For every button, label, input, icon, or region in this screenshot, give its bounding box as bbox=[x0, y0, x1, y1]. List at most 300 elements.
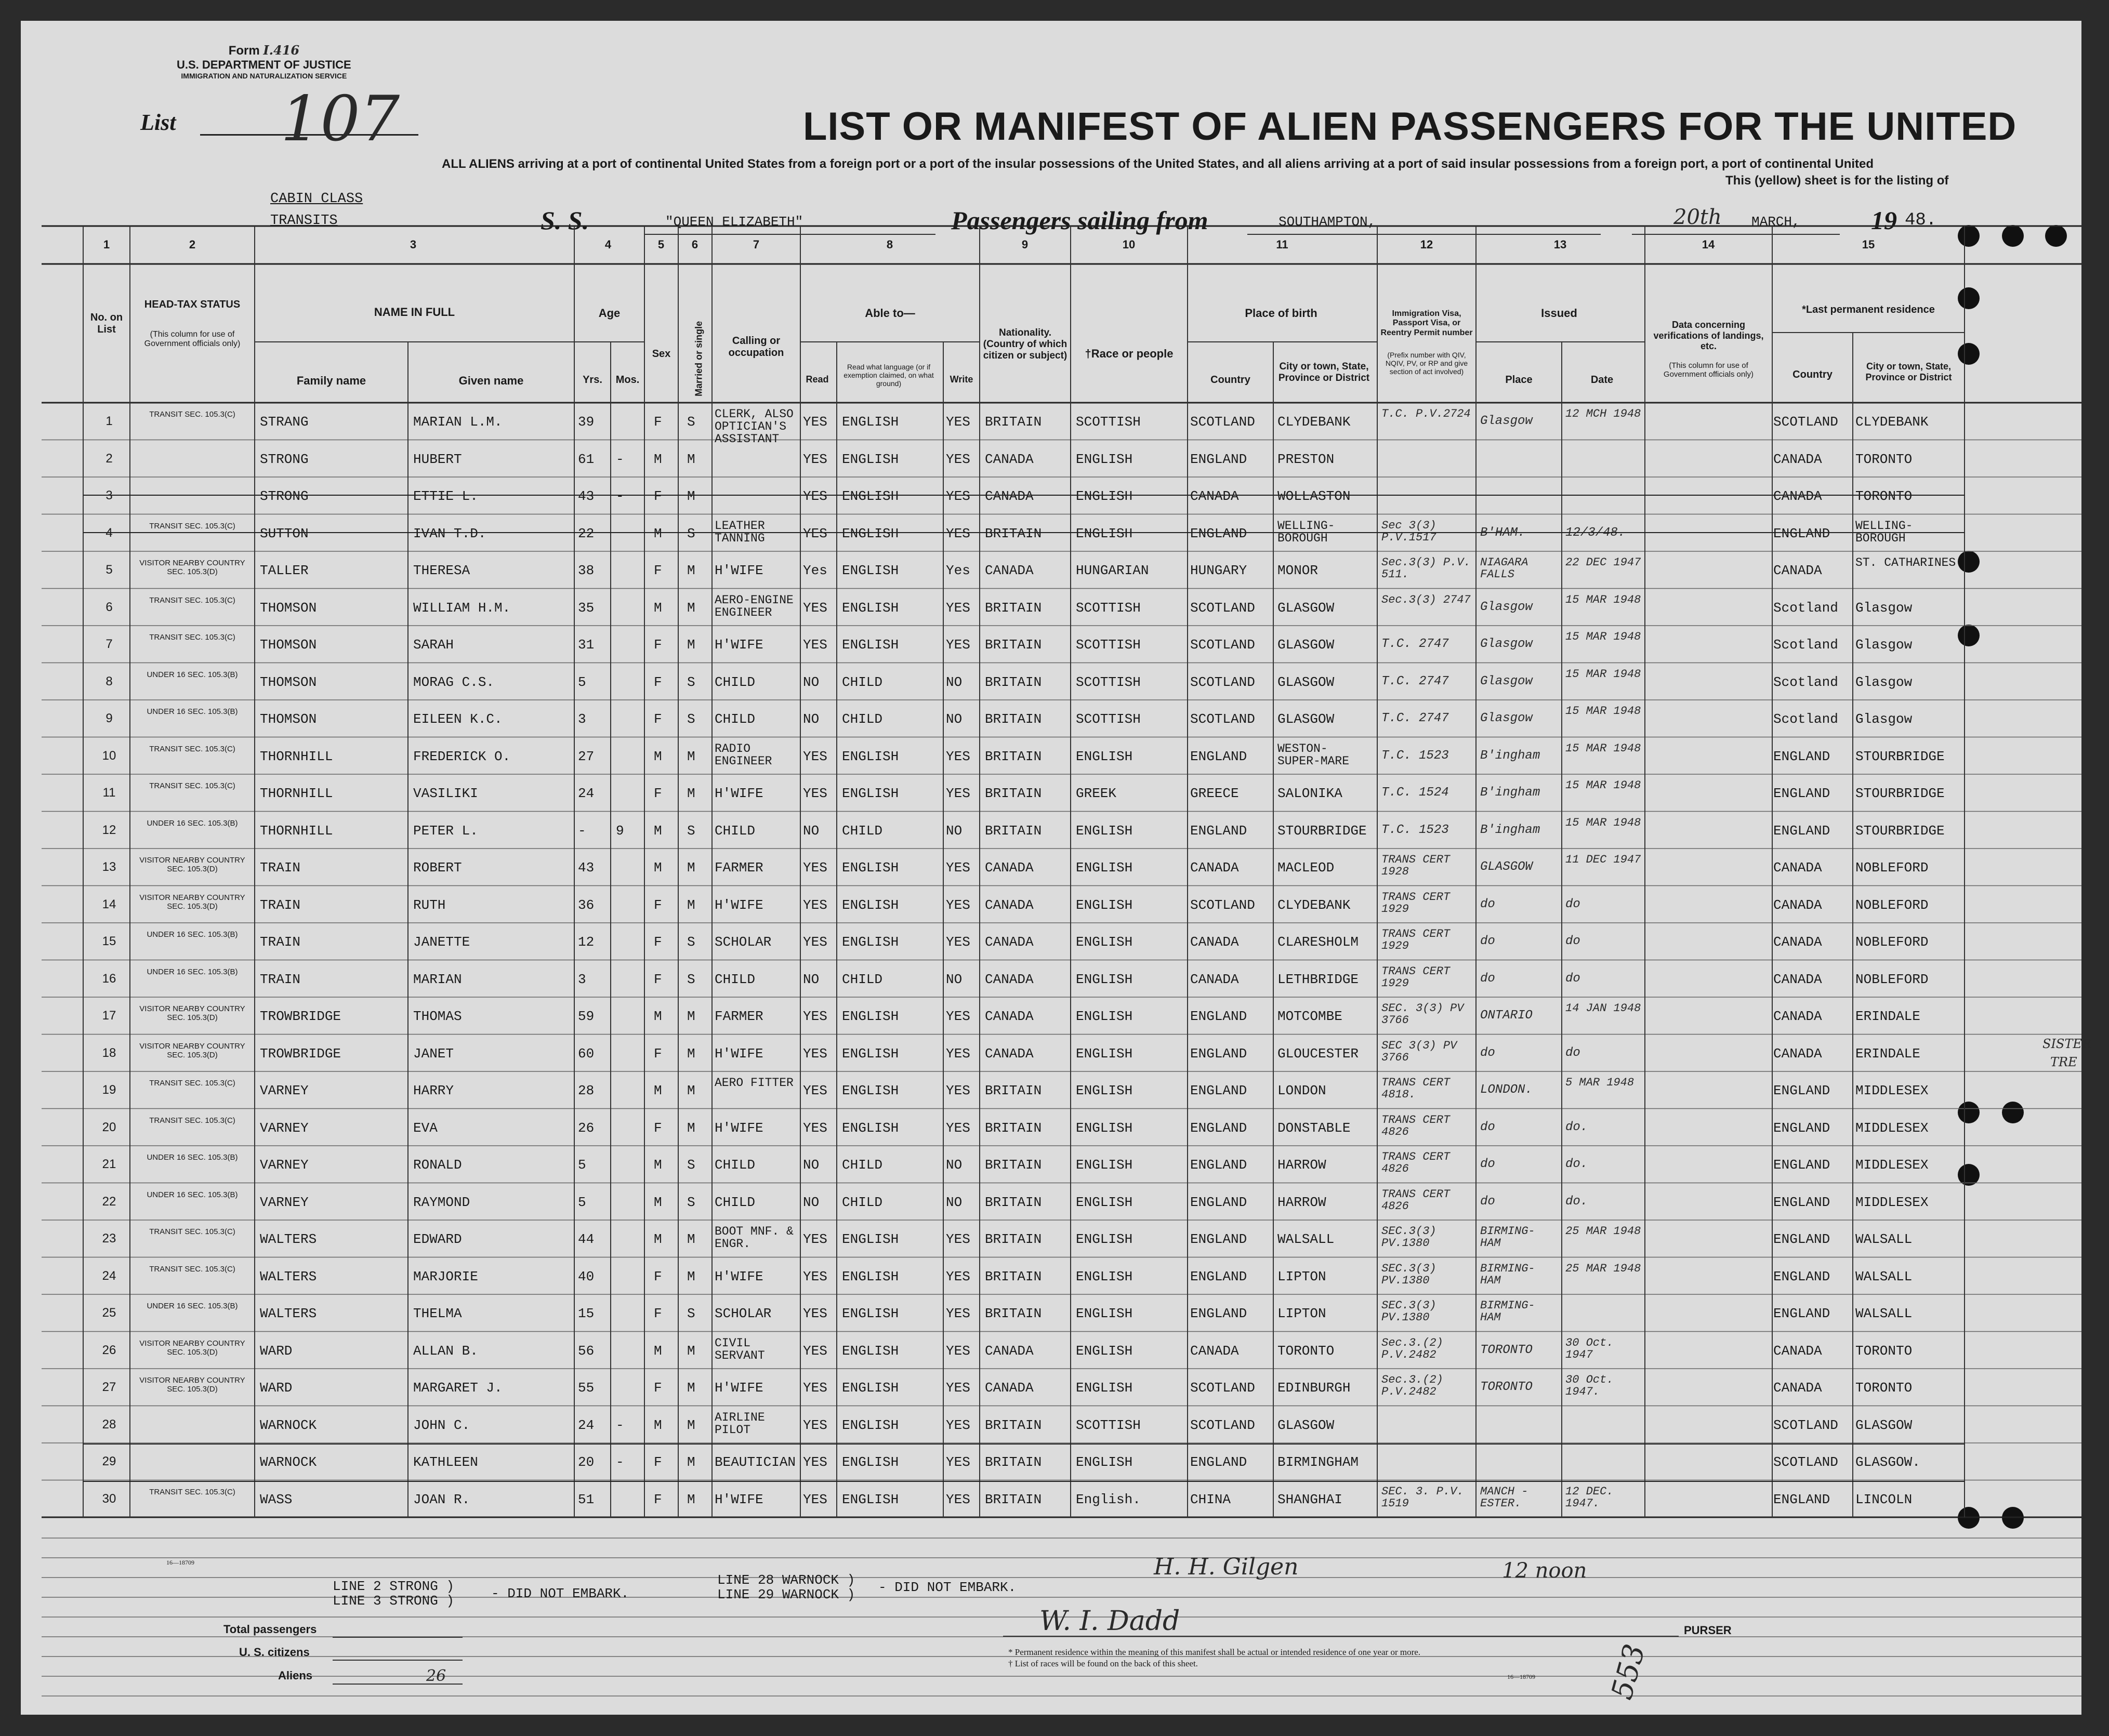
cell-no: 15 bbox=[102, 934, 116, 948]
cell-rcity: GLASGOW bbox=[1855, 1417, 1913, 1433]
cell-nat: CANADA bbox=[985, 1343, 1034, 1359]
cell-race: ENGLISH bbox=[1076, 1083, 1133, 1098]
ship-name: "QUEEN ELIZABETH" bbox=[665, 214, 803, 230]
cell-given: EILEEN K.C. bbox=[413, 711, 503, 727]
cell-given: JANET bbox=[413, 1045, 454, 1062]
cell-read: YES bbox=[803, 934, 827, 950]
cell-iplace: Glasgow bbox=[1480, 711, 1533, 725]
cell-iplace: Glasgow bbox=[1480, 674, 1533, 688]
sheet-note: This (yellow) sheet is for the listing of bbox=[1725, 174, 1949, 188]
cell-read: YES bbox=[803, 897, 827, 913]
cell-idate: do bbox=[1565, 971, 1580, 986]
cell-idate: do. bbox=[1565, 1120, 1588, 1134]
cell-ms: M bbox=[687, 860, 695, 876]
cell-calling: AERO FITTER bbox=[715, 1076, 794, 1090]
header-given-name: Given name bbox=[458, 374, 524, 387]
cell-family: THORNHILL bbox=[260, 786, 333, 801]
cell-tax: VISITOR NEARBY COUNTRY SEC. 105.3(D) bbox=[139, 1339, 245, 1357]
cell-nat: CANADA bbox=[985, 563, 1034, 578]
cell-rcountry: Scotland bbox=[1773, 674, 1838, 690]
cell-rcountry: CANADA bbox=[1773, 1009, 1822, 1024]
class-line-2: TRANSITS bbox=[270, 213, 338, 229]
cell-rcity: WALSALL bbox=[1855, 1231, 1913, 1247]
cell-bcountry: CANADA bbox=[1190, 934, 1239, 950]
cell-read: YES bbox=[803, 488, 827, 504]
cell-bcountry: CANADA bbox=[1190, 1343, 1239, 1359]
cell-family: WARD bbox=[260, 1380, 293, 1396]
cell-rcountry: CANADA bbox=[1773, 1380, 1822, 1396]
cell-given: IVAN T.D. bbox=[413, 525, 486, 541]
form-code: 16—18709 bbox=[1507, 1673, 1535, 1680]
cell-rcountry: CANADA bbox=[1773, 563, 1822, 578]
cell-given: MARIAN L.M. bbox=[413, 414, 503, 430]
header-sex: Sex bbox=[652, 348, 671, 360]
cell-yrs: 44 bbox=[578, 1231, 595, 1247]
cell-read: YES bbox=[803, 1380, 827, 1396]
column-number: 2 bbox=[189, 238, 196, 251]
cell-given: EDWARD bbox=[413, 1231, 462, 1247]
cell-visa: TRANS CERT 1929 bbox=[1381, 964, 1451, 990]
cell-rcountry: Scotland bbox=[1773, 711, 1838, 727]
cell-bcity: CLYDEBANK bbox=[1277, 897, 1351, 913]
cell-given: MARJORIE bbox=[413, 1268, 478, 1284]
cell-iplace: B'ingham bbox=[1480, 748, 1540, 763]
footer-note-2b: LINE 29 WARNOCK ) bbox=[717, 1587, 855, 1602]
cell-yrs: - bbox=[578, 823, 586, 839]
cell-calling: CHILD bbox=[715, 711, 756, 727]
cell-calling: H'WIFE bbox=[715, 897, 763, 913]
cell-bcity: LIPTON bbox=[1277, 1306, 1326, 1321]
cell-calling: CHILD bbox=[715, 823, 756, 839]
cell-calling: CHILD bbox=[715, 971, 756, 987]
cell-given: RUTH bbox=[413, 897, 446, 913]
cell-rcity: ST. CATHARINES bbox=[1855, 556, 1956, 569]
purser-label: PURSER bbox=[1684, 1624, 1732, 1637]
cell-family: THOMSON bbox=[260, 637, 317, 653]
header-last-residence: *Last permanent residence bbox=[1802, 304, 1935, 315]
cell-bcountry: HUNGARY bbox=[1190, 563, 1247, 578]
sailing-day: 20th bbox=[1673, 205, 1722, 229]
header-write: Write bbox=[950, 374, 973, 385]
cell-yrs: 12 bbox=[578, 934, 595, 950]
cell-iplace: B'HAM. bbox=[1480, 525, 1525, 540]
cell-lang: ENGLISH bbox=[842, 1009, 899, 1024]
cell-ms: S bbox=[687, 525, 695, 541]
column-number: 13 bbox=[1553, 238, 1567, 251]
cell-sex: F bbox=[654, 563, 662, 578]
cell-tax: TRANSIT SEC. 105.3(C) bbox=[149, 744, 235, 753]
cell-lang: ENGLISH bbox=[842, 414, 899, 430]
cell-no: 22 bbox=[102, 1194, 116, 1209]
footer-note-1a: LINE 2 STRONG ) bbox=[333, 1579, 455, 1594]
cell-ms: S bbox=[687, 1157, 695, 1173]
cell-idate: 25 MAR 1948 bbox=[1565, 1225, 1641, 1238]
cell-rcountry: CANADA bbox=[1773, 971, 1822, 987]
cell-tax: UNDER 16 SEC. 105.3(B) bbox=[147, 967, 238, 976]
column-number: 15 bbox=[1862, 238, 1875, 251]
cell-yrs: 43 bbox=[578, 488, 595, 504]
cell-given: MORAG C.S. bbox=[413, 674, 495, 690]
cell-bcountry: ENGLAND bbox=[1190, 1454, 1247, 1470]
cell-lang: ENGLISH bbox=[842, 934, 899, 950]
cell-visa: Sec.3.(2) P.V.2482 bbox=[1381, 1336, 1443, 1361]
cell-yrs: 3 bbox=[578, 971, 586, 987]
cell-given: VASILIKI bbox=[413, 786, 478, 801]
cell-write: YES bbox=[946, 637, 970, 653]
column-number: 6 bbox=[691, 238, 698, 251]
cell-given: JANETTE bbox=[413, 934, 470, 950]
cell-rcountry: SCOTLAND bbox=[1773, 1417, 1838, 1433]
column-number: 11 bbox=[1276, 238, 1288, 251]
cell-no: 5 bbox=[106, 563, 113, 577]
cell-iplace: Glasgow bbox=[1480, 637, 1533, 651]
cell-idate: 12 MCH 1948 bbox=[1565, 407, 1641, 420]
cell-no: 7 bbox=[106, 637, 113, 651]
cell-no: 3 bbox=[106, 488, 113, 502]
cell-read: NO bbox=[803, 971, 820, 987]
cell-rcity: Glasgow bbox=[1855, 600, 1913, 616]
cell-rcity: STOURBRIDGE bbox=[1855, 748, 1945, 764]
cell-sex: F bbox=[654, 934, 662, 950]
us-citizens-label: U. S. citizens bbox=[239, 1646, 310, 1659]
cell-bcountry: CANADA bbox=[1190, 488, 1239, 504]
cell-given: KATHLEEN bbox=[413, 1454, 478, 1470]
cell-iplace: BIRMING- HAM bbox=[1480, 1225, 1535, 1250]
cell-lang: ENGLISH bbox=[842, 600, 899, 616]
cell-sex: F bbox=[654, 674, 662, 690]
cell-nat: BRITAIN bbox=[985, 823, 1042, 839]
header-visa-note: (Prefix number with QIV, NQIV, PV, or RP and give section of act involved) bbox=[1385, 351, 1468, 376]
cell-calling: CLERK, ALSO OPTICIAN'S ASSISTANT bbox=[715, 407, 794, 446]
cell-iplace: TORONTO bbox=[1480, 1380, 1533, 1394]
cell-race: ENGLISH bbox=[1076, 488, 1133, 504]
cell-lang: ENGLISH bbox=[842, 1231, 899, 1247]
cell-write: YES bbox=[946, 1491, 970, 1507]
manifest-subtitle: ALL ALIENS arriving at a port of continental United States from a foreign port or a port of the insular possessions of the United States, and all aliens arriving at a port of said insular possessions from a foreign port, a port of continental United bbox=[442, 157, 1874, 171]
cell-yrs: 22 bbox=[578, 525, 595, 541]
column-number: 8 bbox=[886, 238, 893, 251]
cell-lang: CHILD bbox=[842, 823, 883, 839]
cell-read: YES bbox=[803, 1491, 827, 1507]
cell-bcity: WOLLASTON bbox=[1277, 488, 1351, 504]
cell-ms: M bbox=[687, 488, 695, 504]
cell-read: YES bbox=[803, 1454, 827, 1470]
cell-lang: ENGLISH bbox=[842, 1268, 899, 1284]
cell-visa: T.C. 1523 bbox=[1381, 748, 1449, 763]
cell-given: RONALD bbox=[413, 1157, 462, 1173]
cell-yrs: 51 bbox=[578, 1491, 595, 1507]
cell-ms: S bbox=[687, 971, 695, 987]
cell-yrs: 5 bbox=[578, 1194, 586, 1210]
cell-nat: BRITAIN bbox=[985, 1417, 1042, 1433]
cell-rcity: STOURBRIDGE bbox=[1855, 786, 1945, 801]
header-issued-place: Place bbox=[1505, 374, 1533, 386]
cell-read: YES bbox=[803, 860, 827, 876]
cell-visa: Sec 3(3) P.V.1517 bbox=[1381, 519, 1436, 544]
cell-visa: SEC.3(3) PV.1380 bbox=[1381, 1225, 1436, 1250]
cell-ms: M bbox=[687, 451, 695, 467]
column-number: 7 bbox=[753, 238, 760, 251]
header-family-name: Family name bbox=[296, 374, 366, 387]
cell-iplace: BIRMING- HAM bbox=[1480, 1262, 1535, 1287]
cell-tax: UNDER 16 SEC. 105.3(B) bbox=[147, 930, 238, 939]
cell-given: THOMAS bbox=[413, 1009, 462, 1024]
signature-time: 12 noon bbox=[1502, 1559, 1587, 1583]
cell-calling: H'WIFE bbox=[715, 1045, 763, 1062]
cell-bcountry: SCOTLAND bbox=[1190, 637, 1255, 653]
cell-sex: F bbox=[654, 786, 662, 801]
cell-idate: do. bbox=[1565, 1194, 1588, 1209]
cell-read: YES bbox=[803, 1231, 827, 1247]
departure-port: SOUTHAMPTON, bbox=[1278, 214, 1376, 230]
cell-lang: ENGLISH bbox=[842, 1380, 899, 1396]
cell-iplace: do bbox=[1480, 1157, 1495, 1171]
cell-ms: S bbox=[687, 823, 695, 839]
cell-rcity: TORONTO bbox=[1855, 488, 1913, 504]
cell-race: ENGLISH bbox=[1076, 1194, 1133, 1210]
cell-bcountry: ENGLAND bbox=[1190, 1231, 1247, 1247]
cell-rcountry: CANADA bbox=[1773, 934, 1822, 950]
cell-rcity: ERINDALE bbox=[1855, 1045, 1920, 1062]
cell-race: ENGLISH bbox=[1076, 823, 1133, 839]
cell-race: ENGLISH bbox=[1076, 1120, 1133, 1136]
cell-bcity: WELLING- BOROUGH bbox=[1277, 519, 1335, 545]
cell-bcity: TORONTO bbox=[1277, 1343, 1335, 1359]
cell-given: HARRY bbox=[413, 1083, 454, 1098]
header-data-note: (This column for use of Government officials only) bbox=[1663, 361, 1754, 379]
cell-family: VARNEY bbox=[260, 1083, 309, 1098]
cell-write: YES bbox=[946, 860, 970, 876]
cell-tax: UNDER 16 SEC. 105.3(B) bbox=[147, 707, 238, 716]
cell-bcity: HARROW bbox=[1277, 1194, 1326, 1210]
strike-line-28 bbox=[83, 1443, 1965, 1445]
cell-write: NO bbox=[946, 971, 963, 987]
header-issued: Issued bbox=[1541, 307, 1577, 320]
cell-bcountry: CANADA bbox=[1190, 860, 1239, 876]
cell-given: THELMA bbox=[413, 1306, 462, 1321]
cell-bcountry: ENGLAND bbox=[1190, 1120, 1247, 1136]
cell-rcity: NOBLEFORD bbox=[1855, 971, 1929, 987]
cell-race: ENGLISH bbox=[1076, 1380, 1133, 1396]
cell-sex: F bbox=[654, 1454, 662, 1470]
cell-bcountry: ENGLAND bbox=[1190, 1045, 1247, 1062]
cell-ms: S bbox=[687, 934, 695, 950]
cell-bcountry: ENGLAND bbox=[1190, 1194, 1247, 1210]
cell-yrs: 35 bbox=[578, 600, 595, 616]
sailing-label: Passengers sailing from bbox=[951, 206, 1208, 235]
cell-lang: ENGLISH bbox=[842, 786, 899, 801]
cell-visa: T.C. 1524 bbox=[1381, 786, 1449, 800]
year-prefix: 19 bbox=[1871, 206, 1897, 235]
footer-note-2c: - DID NOT EMBARK. bbox=[878, 1580, 1017, 1595]
cell-idate: do bbox=[1565, 1045, 1580, 1060]
cell-race: ENGLISH bbox=[1076, 1157, 1133, 1173]
cell-idate: 15 MAR 1948 bbox=[1565, 630, 1641, 643]
cell-given: WILLIAM H.M. bbox=[413, 600, 511, 616]
cell-lang: CHILD bbox=[842, 1157, 883, 1173]
cell-nat: BRITAIN bbox=[985, 711, 1042, 727]
cell-sex: F bbox=[654, 414, 662, 430]
cell-tax: TRANSIT SEC. 105.3(C) bbox=[149, 595, 235, 605]
cell-rcountry: CANADA bbox=[1773, 860, 1822, 876]
cell-calling: SCHOLAR bbox=[715, 1306, 772, 1321]
footnote-races: † List of races will be found on the back of this sheet. bbox=[1008, 1659, 1198, 1668]
cell-idate: 12/3/48. bbox=[1565, 525, 1626, 540]
cell-calling: FARMER bbox=[715, 860, 763, 876]
cell-bcity: STOURBRIDGE bbox=[1277, 823, 1367, 839]
cell-no: 4 bbox=[106, 525, 113, 540]
manifest-sheet bbox=[21, 21, 2091, 1715]
cell-rcity: NOBLEFORD bbox=[1855, 934, 1929, 950]
cell-lang: ENGLISH bbox=[842, 488, 899, 504]
cell-bcity: PRESTON bbox=[1277, 451, 1335, 467]
cell-rcity: TORONTO bbox=[1855, 1380, 1913, 1396]
cell-bcountry: ENGLAND bbox=[1190, 1306, 1247, 1321]
manifest-title: LIST OR MANIFEST OF ALIEN PASSENGERS FOR THE UNITED bbox=[803, 104, 2017, 149]
cell-sex: F bbox=[654, 488, 662, 504]
cell-race: ENGLISH bbox=[1076, 897, 1133, 913]
cell-given: THERESA bbox=[413, 563, 470, 578]
cell-family: TROWBRIDGE bbox=[260, 1045, 341, 1062]
cell-rcity: MIDDLESEX bbox=[1855, 1194, 1929, 1210]
cell-nat: CANADA bbox=[985, 1380, 1034, 1396]
cell-lang: ENGLISH bbox=[842, 525, 899, 541]
cell-sex: F bbox=[654, 637, 662, 653]
cell-nat: BRITAIN bbox=[985, 637, 1042, 653]
cell-iplace: ONTARIO bbox=[1480, 1009, 1533, 1023]
cell-nat: CANADA bbox=[985, 860, 1034, 876]
cell-family: THORNHILL bbox=[260, 748, 333, 764]
cell-no: 30 bbox=[102, 1491, 116, 1506]
cell-bcountry: SCOTLAND bbox=[1190, 1380, 1255, 1396]
cell-calling: H'WIFE bbox=[715, 637, 763, 653]
cell-ms: M bbox=[687, 563, 695, 578]
cell-ms: M bbox=[687, 637, 695, 653]
cell-given: EVA bbox=[413, 1120, 438, 1136]
cell-read: YES bbox=[803, 525, 827, 541]
sailing-month: MARCH, bbox=[1751, 214, 1800, 230]
cell-bcity: BIRMINGHAM bbox=[1277, 1454, 1359, 1470]
cell-bcity: CLARESHOLM bbox=[1277, 934, 1359, 950]
cell-family: THORNHILL bbox=[260, 823, 333, 839]
cell-calling: CHILD bbox=[715, 1157, 756, 1173]
margin-number: 553 bbox=[1605, 1640, 1652, 1703]
cell-sex: M bbox=[654, 1009, 662, 1024]
cell-rcountry: CANADA bbox=[1773, 1343, 1822, 1359]
cell-tax: UNDER 16 SEC. 105.3(B) bbox=[147, 1153, 238, 1162]
cell-visa: Sec.3(3) P.V. 511. bbox=[1381, 556, 1471, 581]
cell-yrs: 60 bbox=[578, 1045, 595, 1062]
header-age: Age bbox=[598, 307, 621, 320]
cell-visa: TRANS CERT 4826 bbox=[1381, 1150, 1451, 1176]
cell-visa: TRANS CERT 1928 bbox=[1381, 853, 1451, 879]
header-name-in-full: NAME IN FULL bbox=[374, 306, 455, 319]
cell-rcountry: ENGLAND bbox=[1773, 1306, 1830, 1321]
cell-family: THOMSON bbox=[260, 674, 317, 690]
cell-rcountry: ENGLAND bbox=[1773, 1194, 1830, 1210]
cell-yrs: 40 bbox=[578, 1268, 595, 1284]
cell-bcity: GLASGOW bbox=[1277, 674, 1335, 690]
purser-signature: W. I. Dadd bbox=[1039, 1606, 1180, 1637]
cell-calling: H'WIFE bbox=[715, 563, 763, 578]
cell-bcity: WESTON- SUPER-MARE bbox=[1277, 741, 1350, 768]
cell-visa: SEC.3(3) PV.1380 bbox=[1381, 1262, 1436, 1287]
cell-visa: TRANS CERT 4826 bbox=[1381, 1113, 1451, 1138]
strike-line-3 bbox=[83, 532, 1965, 533]
cell-given: MARGARET J. bbox=[413, 1380, 503, 1396]
cell-iplace: TORONTO bbox=[1480, 1343, 1533, 1357]
cell-visa: SEC 3(3) PV 3766 bbox=[1381, 1039, 1457, 1064]
side-note-2: TRE bbox=[2050, 1055, 2077, 1069]
cell-rcountry: ENGLAND bbox=[1773, 1491, 1830, 1507]
cell-iplace: B'ingham bbox=[1480, 786, 1540, 800]
cell-nat: BRITAIN bbox=[985, 1157, 1042, 1173]
cell-write: NO bbox=[946, 1157, 963, 1173]
cell-lang: ENGLISH bbox=[842, 451, 899, 467]
cell-tax: VISITOR NEARBY COUNTRY SEC. 105.3(D) bbox=[139, 1376, 245, 1394]
cell-sex: F bbox=[654, 711, 662, 727]
header-able-to: Able to— bbox=[865, 307, 915, 320]
cell-given: JOAN R. bbox=[413, 1491, 470, 1507]
cell-write: YES bbox=[946, 1454, 970, 1470]
cell-nat: CANADA bbox=[985, 1045, 1034, 1062]
cell-family: TRAIN bbox=[260, 860, 301, 876]
cell-family: THOMSON bbox=[260, 600, 317, 616]
cell-read: NO bbox=[803, 674, 820, 690]
cell-idate: 30 Oct. 1947. bbox=[1565, 1373, 1614, 1399]
cell-no: 10 bbox=[102, 748, 116, 763]
aliens-label: Aliens bbox=[278, 1669, 313, 1682]
cell-tax: TRANSIT SEC. 105.3(C) bbox=[149, 1264, 235, 1274]
header-place-of-birth: Place of birth bbox=[1245, 307, 1317, 320]
cell-no: 17 bbox=[102, 1009, 116, 1023]
cell-bcountry: SCOTLAND bbox=[1190, 414, 1255, 430]
cell-no: 8 bbox=[106, 674, 113, 688]
cell-idate: 11 DEC 1947 bbox=[1565, 853, 1641, 866]
cell-rcountry: ENGLAND bbox=[1773, 1231, 1830, 1247]
cell-yrs: 3 bbox=[578, 711, 586, 727]
cell-mos: - bbox=[616, 1417, 624, 1433]
cell-bcountry: ENGLAND bbox=[1190, 823, 1247, 839]
cell-bcity: GLASGOW bbox=[1277, 711, 1335, 727]
header-res-country: Country bbox=[1792, 369, 1833, 380]
cell-bcity: LIPTON bbox=[1277, 1268, 1326, 1284]
cell-rcity: LINCOLN bbox=[1855, 1491, 1913, 1507]
cell-write: YES bbox=[946, 1045, 970, 1062]
cell-sex: M bbox=[654, 1417, 662, 1433]
header-no-on-list: No. on List bbox=[90, 312, 123, 335]
cell-yrs: 55 bbox=[578, 1380, 595, 1396]
cell-lang: ENGLISH bbox=[842, 1083, 899, 1098]
cell-yrs: 39 bbox=[578, 414, 595, 430]
cell-iplace: do bbox=[1480, 1120, 1495, 1134]
cell-bcountry: ENGLAND bbox=[1190, 1157, 1247, 1173]
cell-no: 28 bbox=[102, 1417, 116, 1432]
cell-read: NO bbox=[803, 1157, 820, 1173]
cell-rcity: Glasgow bbox=[1855, 674, 1913, 690]
cell-family: WALTERS bbox=[260, 1231, 317, 1247]
cell-sex: M bbox=[654, 823, 662, 839]
cell-race: SCOTTISH bbox=[1076, 600, 1141, 616]
cell-bcity: GLOUCESTER bbox=[1277, 1045, 1359, 1062]
cell-yrs: 38 bbox=[578, 563, 595, 578]
list-label: List bbox=[140, 110, 176, 135]
cell-family: TRAIN bbox=[260, 934, 301, 950]
cell-yrs: 28 bbox=[578, 1083, 595, 1098]
cell-family: STRONG bbox=[260, 488, 309, 504]
service-name: IMMIGRATION AND NATURALIZATION SERVICE bbox=[181, 72, 347, 80]
cell-calling: SCHOLAR bbox=[715, 934, 772, 950]
